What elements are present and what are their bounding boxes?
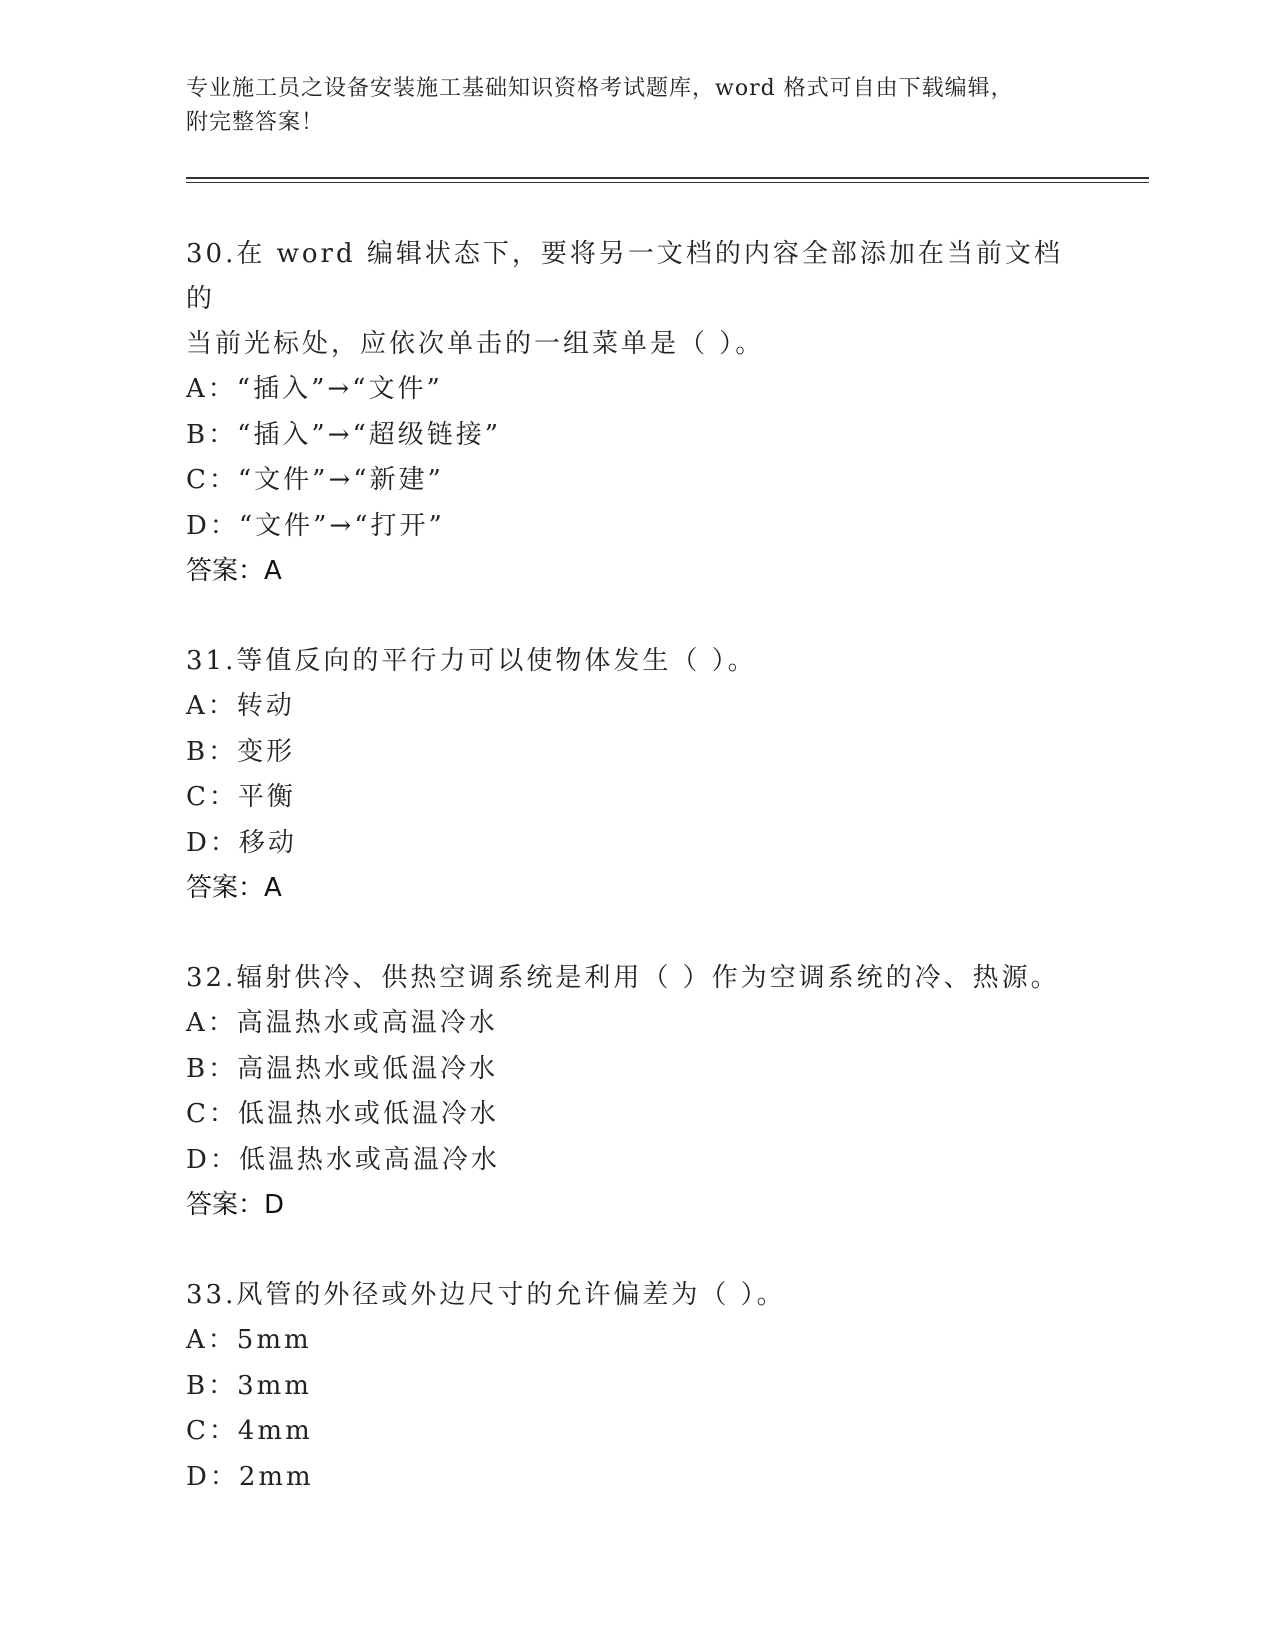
option-d: D：低温热水或高温冷水 [186,1144,500,1175]
option-d: D：2mm [186,1461,314,1492]
question-stem [186,639,1086,684]
option-a: A：5mm [186,1325,312,1355]
header-divider-thick [186,177,1149,179]
question-32 [186,956,1086,1228]
question-stem-line: 33.风管的外径或外边尺寸的允许偏差为（ ）。 [186,1280,786,1310]
question-list [186,232,1086,1545]
option-a: A：转动 [186,691,295,721]
question-stem-line: 当前光标处，应依次单击的一组菜单是（ ）。 [186,329,765,359]
answer: 答案：D [186,1190,285,1220]
option-b: B：变形 [186,736,296,767]
header-line-2: 附完整答案！ [186,110,325,135]
option-c: C：“文件”→“新建” [186,465,444,495]
question-31 [186,639,1086,911]
question-33 [186,1273,1086,1500]
question-stem [186,1273,1086,1318]
option-c: C：4mm [186,1416,313,1446]
header-divider-thin [186,182,1149,183]
option-b: B：“插入”→“超级链接” [186,419,502,450]
answer: 答案：A [186,873,282,903]
option-a: A：“插入”→“文件” [186,374,443,404]
answer: 答案：A [186,556,282,586]
question-stem [186,232,1086,367]
option-c: C：低温热水或低温冷水 [186,1099,499,1129]
option-d: D：“文件”→“打开” [186,510,445,541]
question-30 [186,232,1086,594]
header-line-1: 专业施工员之设备安装施工基础知识资格考试题库，word 格式可自由下载编辑， [186,76,1014,101]
option-c: C：平衡 [186,782,296,812]
question-stem [186,956,1086,1001]
option-d: D：移动 [186,827,297,858]
option-b: B：高温热水或低温冷水 [186,1053,499,1084]
question-stem-line: 30.在 word 编辑状态下，要将另一文档的内容全部添加在当前文档的 [186,239,1063,314]
question-stem-line: 31.等值反向的平行力可以使物体发生（ ）。 [186,646,757,676]
question-stem-line: 32.辐射供冷、供热空调系统是利用（ ）作为空调系统的冷、热源。 [186,963,1060,993]
document-header [186,72,1066,140]
option-b: B：3mm [186,1370,312,1401]
option-a: A：高温热水或高温冷水 [186,1008,498,1038]
